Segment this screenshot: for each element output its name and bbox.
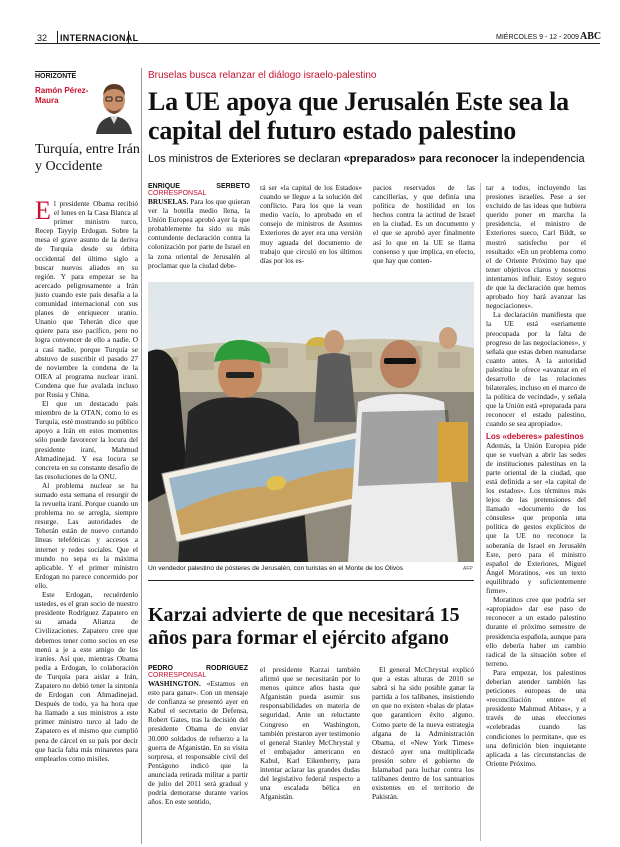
column-name: HORIZONTE [35, 73, 77, 80]
story-text: El general McChrystal explicó que a estas alturas de 2010 se sabrá si ha sido posible ganar la partida a los talibanes, insistiendo en que no existen «balas de plata» que garanticen éxito alguno. Como parte de la nueva estrategia afgana de la Administración Obama, el «New York Times» destacó ayer una multiplicada presión sobre el gobierno de Islamabad para luchar contra los talibanes dentro de los santuarios existentes en el territorio de Pakistán. [372, 665, 474, 802]
story-column-1 [148, 183, 250, 278]
story-text: «Estamos en esto para ganar». Con un mensaje de confianza se presentó ayer en Kabul el secretario de Defensa, Robert Gates, tras la decisión del presidente Obama de enviar 30.000 soldados de refuerzo a la guerra de Afganistán. En su visita sorpresa, el responsable civil del Pentágono indicó que la anunciada retirada militar a partir de julio del 2011 será gradual y podría demorarse durante varios años. En este sentido, [148, 679, 248, 807]
subhead-emphasis: para reconocer [415, 153, 499, 165]
byline-name: ENRIQUE SERBETO [148, 183, 250, 190]
column-divider [480, 183, 481, 841]
dateline: BRUSELAS. [148, 197, 191, 206]
story-text: Además, la Unión Europea pide que se vuelvan a abrir las sedes de instituciones palestinas en la parte oriental de la ciudad, que está definida a ser «la capital de los estados». Los términos más lejos de las pretensiones del llamado «documento de los cónsules» que proponía una política de gestos explícitos de que la UE no reconoce la soberanía de Israel en Jerusalén Este, pero para el ministro español de Exteriores, Miguel Ángel Moratinos, «es un texto equilibrado y suficientemente firme». [486, 440, 586, 596]
opinion-paragraph: El que un destacado país miembro de la OTAN, como lo es Turquía, esté mostrando su público apoyo a Irán en estos momentos sólo puede favorecer la locura del presidente iraní, Mahmud Ahmadinejad. Y esa locura se concreta en su constante desafío de las resoluciones de la ONU. [35, 399, 138, 481]
byline-role: CORRESPONSAL [148, 190, 207, 197]
story-text: Para empezar, los palestinos deberían atender también las peticiones europeas de una «reconciliación entre» el presidente Mahmud Abbas», y a través de unas elecciones «celebradas cuando las condiciones lo permitan», que es una definición bien inquietante aplicada a las circunstancias de Oriente Próximo. [486, 667, 586, 768]
story-column-2 [260, 183, 362, 278]
byline [148, 183, 250, 197]
story-kicker: Bruselas busca relanzar el diálogo israelo-palestino [148, 70, 377, 81]
dateline: WASHINGTON. [148, 679, 207, 688]
story-column-3 [373, 183, 475, 278]
subhead-text: la independencia [498, 153, 585, 165]
story-text: pacios reservados de las cancillerías, y que definía una política de hostilidad en los hechos contra la actitud de Israel en la ciudad. Es un documento y el que se aprobó ayer finalmente así lo que en la UE se llama consenso y que implica, en efecto, que hay que conten- [373, 183, 475, 265]
opinion-paragraph: l presidente Obama recibió el lunes en la Casa Blanca al primer ministro turco, Recep Tayyip Erdogan. Sobre la mesa el grave asunto de la deriva de Turquía desde su órbita occidental del último siglo a buscar nuevos aliados en su región. Y para empezar se ha acercado peligrosamente a Irán justo cuando este país desafía a la comunidad internacional con sus planes de enriquecer uranio. Unanio que Teherán dice que quiere para uso pacífico, pero no logra convencer de ello a nadie. O a casi nadie, porque Turquía se abstuvo de suscribir el pasado 27 de noviembre la condena de la OIEA al programa nuclear iraní. Condena que fue avalada incluso por Rusia y China. [35, 199, 138, 399]
story-divider [148, 580, 474, 581]
story-text: Moratinos cree que podría ser «apropiado» dar ese paso de reconocer a un estado palestino durante el próximo semestre de presidencia española, aunque para ello debería haber un cambio radical de la situación sobre el terreno. [486, 595, 586, 668]
author-portrait [92, 74, 136, 134]
byline-role: CORRESPONSAL [148, 672, 207, 679]
opinion-paragraph: Al problema nuclear se ha sumado esta semana el resurgir de la revuelta iraní. Porque cuando un problema no se arregla, siempre resurge. Las autoridades de Teherán están de nuevo cortando líneas telefónicas y accesos a internet y redes sociales. Que el mundo no sepa es la máxima aplicable. Y el primer ministro Erdogan no parece concernido por ello. [35, 480, 138, 590]
story2-column-3 [372, 665, 474, 841]
story-text: tar a todos, incluyendo las presiones israelíes. Pese a ser excluido de las ideas que hubiera querido poner en marcha la presidencia, el ministro de Exteriores sueco, Carl Bildt, se mostró satisfecho por el resultado: «En un problema como el de Oriente Próximo hay que tener objetivos claros y nosotros intentamos influir. Estoy seguro de que la declaración que hemos aprobado hoy hará avanzar las negociaciones». [486, 183, 586, 311]
main-subhead [148, 153, 608, 165]
issue-date: MIÉRCOLES 9 - 12 - 2009 [496, 34, 579, 41]
story2-column-2 [260, 665, 360, 841]
drop-cap: E [35, 199, 51, 225]
column-divider [141, 68, 142, 844]
story-subheading: Los «deberes» palestinos [486, 431, 584, 441]
story-text: rá ser «la capital de los Estados» cuando se llegue a la solución del conflicto. Para los que la vean medio vacío, lo aprobado en el consejo de ministros de Asuntos Exteriores de ayer era una versión muy aguada del documento de trabajo que circuló en los últimos días por los es- [260, 183, 362, 265]
byline [148, 665, 248, 679]
story-column-4 [486, 183, 586, 841]
subhead-emphasis: «preparados» [343, 153, 416, 165]
story-text: Para los que quieran ver la botella medio llena, la Unión Europea aprobó ayer la que probablemente ha sido su más contundente declaración contra la colonización por parte de Israel en la zona oriental de Jerusalén al proclamar que la ciudad debe- [148, 197, 250, 270]
opinion-title: Turquía, entre Irán y Occidente [35, 142, 140, 174]
main-headline: La UE apoya que Jerusalén Este sea la capital del futuro estado palestino [148, 87, 569, 145]
secondary-headline: Karzai advierte de que necesitará 15 años para formar el ejército afgano [148, 604, 460, 649]
opinion-paragraph: Este Erdogan, recuérdenlo ustedes, es el gran socio de nuestro presidente Rodríguez Zapatero en su amada Alianza de Civilizaciones. Zapatero cree que debemos tener como socios en ese menú a je a este amigo de los iraníes. Así que, mientras Obama pedía a Erdogan, lo colaboración de Turquía para aislar a Irán, Zapatero no debió tener la sintonía de Erdogan con Ahmadinejad. Después de todo, ya ha hora que ha llamado a sus ministros a este primer ministro turco al lado de Zapatero es el mismo que cumplió pena de cárcel en su país por decir que hacía falta más minaretes para emplearlos como misiles. [35, 590, 138, 763]
byline-name: PEDRO RODRÍGUEZ [148, 665, 248, 672]
story-text: La declaración manifiesta que la UE está «seriamente preocupada por la falta de progreso de las negociaciones», y señala que estas deben reanudarse cuanto antes. A la autoridad palestina le ofrece «avanzar en el desarrollo de las relaciones bilaterales, incluso en el marco de la política de vecindad», y señala que la Unión está «preparada para reconocer el estado palestino, cuando se sea apropiado». [486, 310, 586, 429]
story-text: el presidente Karzai también afirmó que se necesitarán por lo menos quince años hasta que Afganistán pueda asumir sus responsabilidades en materia de seguridad. Ante un reluctante Congreso en Washington, también prestaron ayer testimonio el general Stanley McChrystal y el embajador americano en Kabul, Karl Eikenberry, para intentar aclarar las grandes dudas del legislativo federal respecto a una escalada bélica en Afganistán. [260, 665, 360, 802]
news-photo [148, 282, 474, 562]
section-label: INTERNACIONAL [60, 33, 139, 43]
photo-credit: AFP [463, 566, 473, 572]
header-rule [35, 43, 600, 44]
page-number: 32 [37, 33, 48, 43]
opinion-body [35, 199, 138, 839]
story2-column-1 [148, 665, 248, 841]
subhead-text: Los ministros de Exteriores se declaran [148, 153, 344, 165]
abc-logo: ABC [580, 31, 602, 42]
opinion-author: Ramón Pérez-Maura [35, 86, 89, 105]
photo-caption: Un vendedor palestino de pósteres de Jerusalén, con turistas en el Monte de los Olivos [148, 565, 404, 572]
